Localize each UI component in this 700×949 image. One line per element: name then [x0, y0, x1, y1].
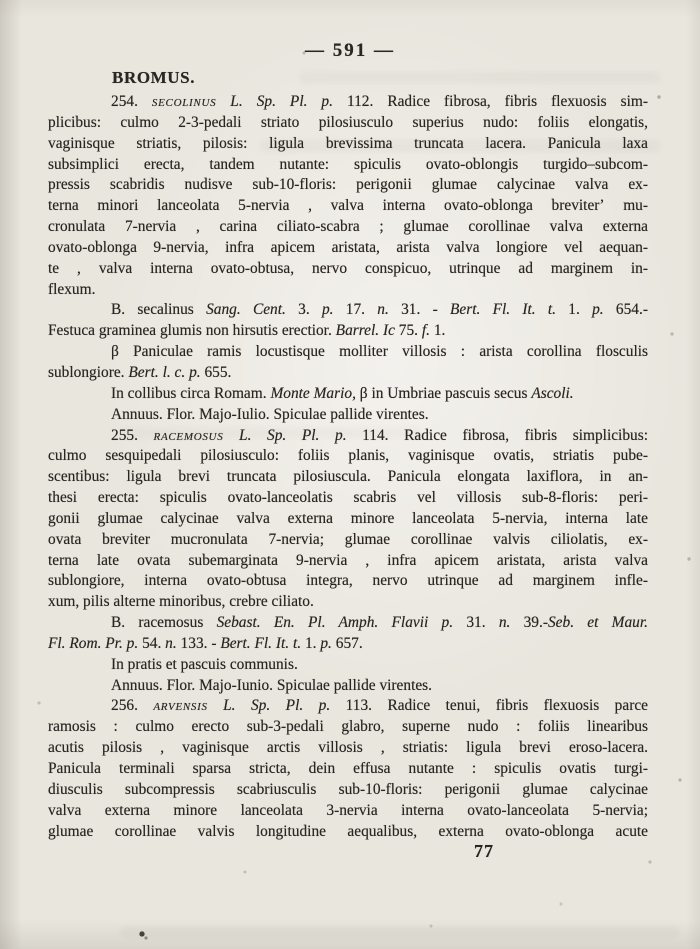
- phenology-255: [48, 676, 648, 697]
- text-line: ovata breviter mucronulata 7-nervia; glumae corollinae valvis ciliolatis, ex-: [48, 530, 648, 548]
- text-line: valva externa minore lanceolata 3-nervia interna ovato-lanceolata 5-nervia;: [48, 801, 648, 819]
- text-line: plicibus: culmo 2-3-pedali striato pilosiusculo superius nudo: foliis elongatis,: [48, 113, 648, 131]
- show-through-artifact: [120, 926, 680, 938]
- signature-number: 77: [474, 841, 494, 861]
- text-line: glumae corollinae valvis longitudine aequalibus, externa ovato-oblonga acute: [48, 822, 648, 840]
- show-through-artifact: [300, 72, 660, 83]
- text-body: [48, 92, 648, 842]
- text-line: ovato-oblonga 9-nervia, infra apicem aristata, arista valva longiore vel aequan-: [48, 238, 648, 256]
- text-line: thesi erecta: spiculis ovato-lanceolatis scabris vel villosis sub-8-floris: peri-: [48, 489, 648, 507]
- text-line: 255. racemosus L. Sp. Pl. p. 114. Radice fibrosa, fibris simplicibus:: [111, 426, 648, 444]
- text-line: pressis scabridis nudisve sub-10-floris: perigonii glumae calycinae valva ex-: [48, 176, 648, 194]
- text-line: sublongiore. Bert. l. c. p. 655.: [48, 363, 232, 381]
- text-line: Panicula terminali sparsa stricta, dein effusa nutante : spiculis ovatis turgi-: [48, 760, 648, 777]
- text-line: ramosis : culmo erecto sub-3-pedali glabro, superne nudo : foliis linearibus: [48, 718, 648, 736]
- text-line: diusculis subcompressis scabriusculis sub-10-floris: perigonii glumae calycinae: [48, 780, 648, 798]
- text-line: In pratis et pascuis communis.: [111, 655, 298, 673]
- text-line: culmo sesquipedali pilosiusculo: foliis planis, vaginisque ovatis, striatis pube-: [48, 447, 648, 465]
- text-line: terna minori lanceolata 5-nervia , valva interna ovato-oblonga breviterʼ mu-: [48, 197, 648, 215]
- text-line: xum, pilis alterne minoribus, crebre ciliato.: [48, 593, 314, 611]
- text-line: gonii glumae calycinae valva externa minore lanceolata 5-nervia, interna late: [48, 509, 648, 527]
- page-number-header: — 591 —: [305, 40, 395, 61]
- text-line: flexum.: [48, 280, 96, 298]
- text-line: terna late ovata subemarginata 9-nervia , infra apicem aristata, arista valva: [48, 551, 648, 569]
- variety-beta-254: [48, 342, 648, 384]
- species-254-secolinus: [48, 92, 648, 300]
- species-255-racemosus: [48, 426, 648, 614]
- habitat-254: [48, 384, 648, 405]
- text-line: Annuus. Flor. Majo-Iunio. Spiculae pallide virentes.: [111, 676, 433, 694]
- text-line: B. secalinus Sang. Cent. 3. p. 17. n. 31. - Bert. Fl. It. t. 1. p. 654.-: [111, 301, 648, 319]
- text-line: B. racemosus Sebast. En. Pl. Amph. Flavii p. 31. n. 39.-Seb. et Maur.: [111, 614, 648, 632]
- text-line: vaginisque striatis, pilosis: ligula brevissima truncata lacera. Panicula laxa: [48, 134, 648, 152]
- habitat-255: [48, 655, 648, 676]
- text-line: Annuus. Flor. Majo-Iulio. Spiculae pallide virentes.: [111, 405, 429, 423]
- text-line: 256. arvensis L. Sp. Pl. p. 113. Radice tenui, fibris flexuosis parce: [111, 697, 648, 715]
- text-line: acutis pilosis , vaginisque arctis villosis , striatis: ligula brevi eroso-lacera.: [48, 739, 648, 757]
- text-line: scentibus: ligula brevi truncata pilosiuscula. Panicula elongata laxiflora, in an-: [48, 468, 648, 486]
- synonymy-255: [48, 613, 648, 655]
- ink-speck-artifacts: [0, 0, 2, 2]
- text-line: 254. secolinus L. Sp. Pl. p. 112. Radice fibrosa, fibris flexuosis sim-: [111, 93, 648, 110]
- text-line: β Paniculae ramis locustisque molliter villosis : arista corollina flosculis: [111, 343, 648, 361]
- genus-heading: BROMUS.: [112, 68, 196, 87]
- text-line: sublongiore, interna ovato-obtusa integra, nervo utrinque ad marginem infle-: [48, 572, 648, 590]
- species-256-arvensis: [48, 696, 648, 842]
- text-line: Fl. Rom. Pr. p. 54. n. 133. - Bert. Fl. It. t. 1. p. 657.: [48, 634, 363, 652]
- synonymy-254: [48, 300, 648, 342]
- text-line: cronulata 7-nervia , carina ciliato-scabra ; glumae corollinae valva externa: [48, 218, 648, 236]
- text-line: te , valva interna ovato-obtusa, nervo conspicuo, utrinque ad marginem in-: [48, 259, 648, 277]
- phenology-254: [48, 405, 648, 426]
- text-line: Festuca graminea glumis non hirsutis erectior. Barrel. Ic 75. f. 1.: [48, 322, 446, 340]
- text-line: subsimplici erecta, tandem nutante: spiculis ovato-oblongis turgido–subcom-: [48, 155, 648, 173]
- text-line: In collibus circa Romam. Monte Mario, β in Umbriae pascuis secus Ascoli.: [111, 384, 574, 402]
